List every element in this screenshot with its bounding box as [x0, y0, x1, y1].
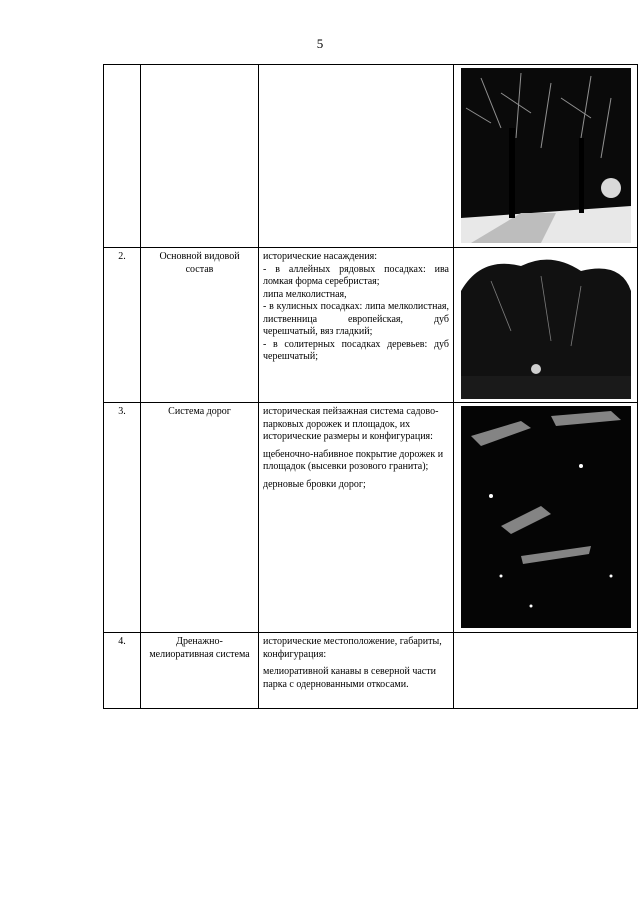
park-road-photo [461, 406, 631, 628]
description-line: исторические местоположение, габариты, конфигурация: [263, 636, 442, 660]
row-number: 4. [104, 633, 141, 709]
park-trees-photo [461, 251, 631, 399]
element-description [259, 633, 454, 709]
description-line: дерновые бровки дорог; [263, 478, 366, 490]
photo-cell [454, 248, 638, 403]
element-name: Дренажно-мелиоративная система [141, 633, 259, 709]
element-description [259, 248, 454, 403]
table-row [104, 65, 638, 248]
element-name: Основной видовой состав [141, 248, 259, 403]
description-line: - в кулисных посадках: липа мелколистная, лиственница европейская, дуб черешчатый, вяз гладкий; [263, 301, 449, 337]
photo-cell [454, 65, 638, 248]
park-trees-alley-photo [461, 68, 631, 243]
description-line: мелиоративной канавы в северной части парка с одернованными откосами. [263, 666, 436, 690]
description-line: - в аллейных рядовых посадках: ива ломкая форма серебристая; [263, 263, 449, 287]
description-line: исторические насаждения: [263, 251, 377, 262]
photo-cell [454, 403, 638, 633]
element-name [141, 65, 259, 248]
table-row [104, 248, 638, 403]
description-line: щебеночно-набивное покрытие дорожек и площадок (высевки розового гранита); [263, 448, 444, 472]
table-row [104, 633, 638, 709]
table-row [104, 403, 638, 633]
row-number: 3. [104, 403, 141, 633]
element-description [259, 403, 454, 633]
row-number [104, 65, 141, 248]
description-line: - в солитерных посадках деревьев: дуб черешчатый; [263, 338, 449, 362]
element-description [259, 65, 454, 248]
heritage-table [103, 64, 638, 709]
description-line: липа мелколистная, [263, 288, 347, 300]
page-number: 5 [316, 36, 324, 51]
element-name: Система дорог [141, 403, 259, 633]
photo-cell [454, 633, 638, 709]
row-number: 2. [104, 248, 141, 403]
description-line: историческая пейзажная система садово-парковых дорожек и площадок, их исторические размеры и конфигурация: [263, 406, 439, 442]
